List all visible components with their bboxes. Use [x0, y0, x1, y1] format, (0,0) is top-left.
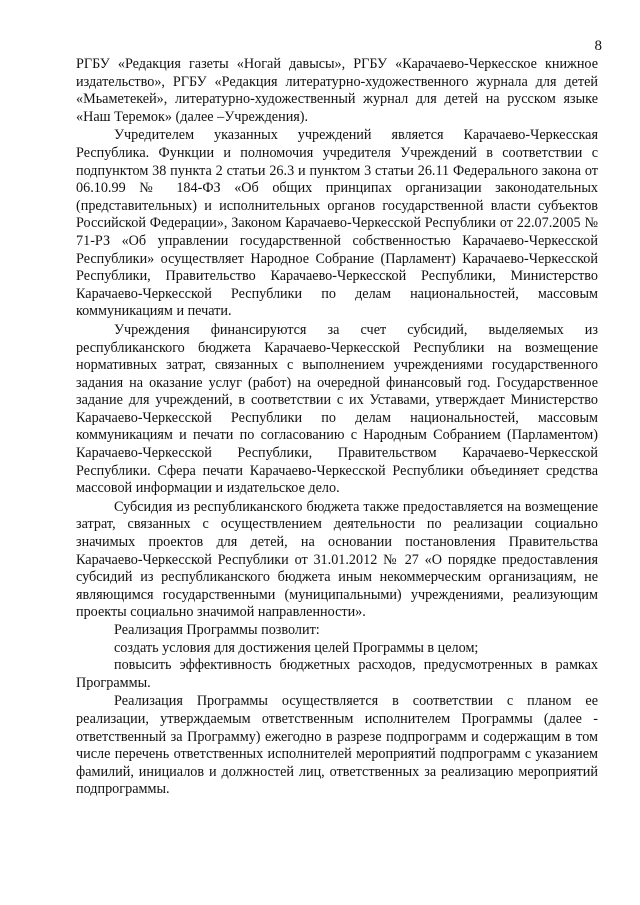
paragraph-founder: Учредителем указанных учреждений является Карачаево-Черкесская Республика. Функции и полномочия учредителя Учреждений в соответствии с подпунктом 38 пункта 2 статьи 26.3 и пунктом 3 статьи 26.11 Федерального закона от 06.10.99 № 184-ФЗ «Об общих принципах организации законодательных (представительных) и исполнительных органов государственной власти субъектов Российской Федерации», Законом Карачаево-Черкесской Республики от 22.07.2005 № 71-РЗ «Об управлении государственной собственностью Карачаево-Черкесской Республики» осуществляет Народное Собрание (Парламент) Карачаево-Черкесской Республики, Правительство Карачаево-Черкесской Республики, Министерство Карачаево-Черкесской Республики по делам национальностей, массовым коммуникациям и печати. [76, 127, 598, 320]
paragraph-goal-conditions: создать условия для достижения целей Программы в целом; [114, 639, 479, 656]
paragraph-financing: Учреждения финансируются за счет субсидий, выделяемых из республиканского бюджета Карачаево-Черкесской Республики на возмещение нормативных затрат, связанных с выполнением учреждениями государственного задания на оказание услуг (работ) на очередной финансовый год. Государственное задание для учреждений, в соответствии с их Уставами, утверждает Министерство Карачаево-Черкесской Республики по делам национальностей, массовым коммуникациям и печати по согласованию с Народным Собранием (Парламентом) Карачаево-Черкесской Республики, Правительством Карачаево-Черкесской Республики. Сфера печати Карачаево-Черкесской Республики объединяет средства массовой информации и издательское дело. [76, 321, 598, 497]
paragraph-institutions-list: РГБУ «Редакция газеты «Ногай давысы», РГБУ «Карачаево-Черкесское книжное издательство», РГБУ «Редакция литературно-художественного журнала для детей «Мьаметекей», литературно-художественный журнал для детей на русском языке «Наш Теремок» (далее –Учреждения). [76, 56, 598, 125]
paragraph-subsidy: Субсидия из республиканского бюджета также предоставляется на возмещение затрат, связанных с осуществлением деятельности по реализации социально значимых проектов для детей, на основании постановления Правительства Карачаево-Черкесской Республики от 31.01.2012 № 27 «О порядке предоставления субсидий из республиканского бюджета иным некоммерческим организациям, не являющимся государственными (муниципальными) учреждениями, реализующим проекты социально значимой направленности». [76, 498, 598, 621]
paragraph-efficiency: повысить эффективность бюджетных расходов, предусмотренных в рамках Программы. [76, 657, 598, 691]
paragraph-implementation: Реализация Программы осуществляется в соответствии с планом ее реализации, утверждаемым ответственным исполнителем Программы (далее - ответственный за Программу) ежегодно в разрезе подпрограмм и содержащим в том числе перечень ответственных исполнителей мероприятий подпрограмм с указанием фамилий, инициалов и должностей лиц, ответственных за реализацию мероприятий подпрограммы. [76, 693, 598, 798]
document-body [76, 56, 598, 799]
paragraph-program-allows: Реализация Программы позволит: [114, 622, 320, 638]
page-number: 8 [594, 38, 602, 54]
